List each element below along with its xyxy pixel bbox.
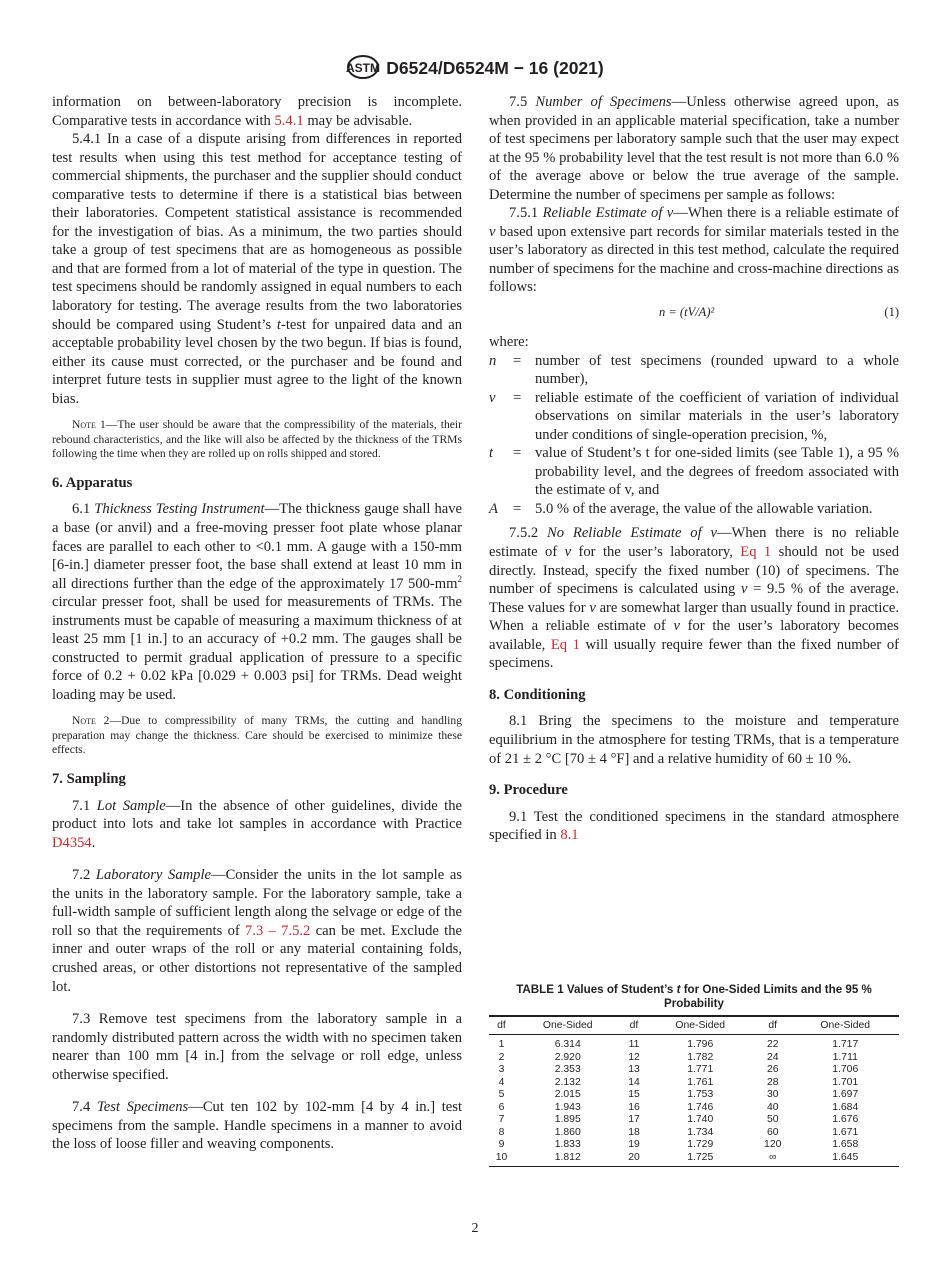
table-row <box>489 1035 899 1052</box>
note <box>52 418 462 461</box>
definition-symbol: n <box>489 352 497 369</box>
section-heading <box>52 770 462 789</box>
text-run: 5.4.1 In a case of a dispute arising from differences in reported test results when using this test method for acceptance testing of commercial shipments, the purchaser and the supplier should conduct comparative tests to determine if there is a statistical bias between their laboratories. Competent statistical assistance is recommended for the investigation of bias. As a minimum, the two parties should take a group of test specimens that are as homogeneous as possible and that are formed from a lot of material of the type in question. The test specimens should be randomly assigned in equal numbers to each laboratory for testing. The average results from the two laboratories should be compared using Student’s <box>52 131 462 333</box>
table-cell: 2 <box>498 1051 505 1063</box>
text-run: —The user should be aware that the compressibility of the materials, their rebound characteristics, and the like will also be affected by the thickness of the TRMs following the time when they are rolled up on rolls shipped and stored. <box>52 418 462 460</box>
caption-text: TABLE 1 Values of Student’s <box>516 983 677 996</box>
text-run: 9.1 Test the conditioned specimens in the standard atmosphere specified in <box>489 808 899 844</box>
table-caption <box>489 983 899 1011</box>
definition-text: 5.0 % of the average, the value of the allowable variation. <box>535 500 873 517</box>
table-row <box>489 1114 899 1127</box>
text-run: = 9.5 % of the average. These values for <box>489 581 899 616</box>
text-run: information on between-laboratory precision is incomplete. Comparative tests in accordance with <box>52 94 462 129</box>
definition-text: reliable estimate of the coefficient of variation of individual observations on similar materials in the user’s laboratory under conditions of single-operation precision, %, <box>535 389 899 443</box>
column-header: df <box>768 1020 778 1031</box>
paragraph <box>52 500 462 704</box>
italic-text: No Reliable Estimate of v <box>547 525 717 542</box>
text-run: 6.1 <box>72 501 95 518</box>
cross-reference-link[interactable]: D4354 <box>52 834 92 851</box>
section-heading <box>489 686 899 705</box>
text-run: 7.1 <box>72 797 97 814</box>
table-cell: ∞ <box>769 1151 777 1163</box>
table-header-row <box>489 1016 899 1035</box>
svg-text:ASTM: ASTM <box>346 61 381 75</box>
text-run: 6. Apparatus <box>52 474 133 491</box>
page-number: 2 <box>471 1221 479 1236</box>
text-run: —Due to compressibility of many TRMs, the cutting and handling preparation may change the thickness. Care should be exercised to minimize these effects. <box>52 714 462 756</box>
text-run: 7.3 Remove test specimens from the laboratory sample in a randomly distributed pattern across the width with no specimen taken nearer than 100 mm [4 in.] from the selvage or roll edge, unless otherwise specified. <box>52 1011 462 1083</box>
text-run: can be met. Exclude the inner and outer wraps of the roll or any material containing folds, crushed areas, or other distortions not representative of the sampled lot. <box>52 922 462 995</box>
definition-text: number of test specimens (rounded upward to a whole number), <box>535 352 899 388</box>
paragraph <box>489 93 899 204</box>
cross-reference-link[interactable]: Eq 1 <box>550 636 580 653</box>
astm-logo-icon <box>346 54 380 80</box>
table-cell: 1.860 <box>554 1126 581 1138</box>
table-cell: 19 <box>628 1139 640 1150</box>
table-cell: 1.725 <box>687 1151 714 1163</box>
text-run: 7.5.1 <box>509 205 543 222</box>
text-run: 7.2 <box>72 867 96 884</box>
text-run: 7.5 <box>509 94 536 110</box>
paragraph <box>489 712 899 768</box>
left-column <box>52 93 462 1154</box>
cross-reference-link[interactable]: 7.3 – 7.5.2 <box>245 922 311 939</box>
table-cell: 9 <box>498 1139 505 1150</box>
definition-symbol: v <box>489 389 496 406</box>
table-row <box>489 1102 899 1115</box>
table-cell: 1.729 <box>687 1139 714 1150</box>
cross-reference-link[interactable]: Eq 1 <box>740 544 772 561</box>
text-run: —When there is a reliable estimate of <box>673 205 899 222</box>
table-cell: 6.314 <box>554 1039 581 1050</box>
paragraph <box>52 1098 462 1154</box>
table-1 <box>489 983 899 1167</box>
table-cell: 1.753 <box>687 1089 714 1100</box>
table-row <box>489 1152 899 1167</box>
table-cell: 1.746 <box>687 1101 714 1113</box>
definition-item <box>489 500 899 519</box>
table-cell: 1.943 <box>554 1101 581 1113</box>
table-cell: 2.132 <box>554 1076 581 1088</box>
table-cell: 40 <box>766 1101 779 1113</box>
table-cell: 1.684 <box>832 1101 859 1113</box>
document-header <box>0 54 950 80</box>
table-row <box>489 1064 899 1077</box>
table-cell: 2.920 <box>554 1051 581 1063</box>
italic-text: v <box>740 581 748 598</box>
paragraph <box>52 797 462 853</box>
text-run: may be advisable. <box>303 112 413 129</box>
table-row <box>489 1127 899 1140</box>
italic-text: Thickness Testing Instrument <box>94 501 265 518</box>
document-designation: D6524/D6524M − 16 (2021) <box>386 58 604 78</box>
italic-text: Laboratory Sample <box>95 867 211 884</box>
paragraph <box>489 524 899 672</box>
table-cell: 3 <box>498 1064 505 1075</box>
table-cell: 17 <box>628 1114 640 1125</box>
table-row <box>489 1089 899 1102</box>
table-cell: 28 <box>766 1076 779 1088</box>
text-run: should not be used directly. Instead, specify the fixed number (10) of specimens. The number of specimens is calculated using <box>489 544 899 598</box>
table-cell: 14 <box>628 1076 640 1088</box>
table-cell: 8 <box>498 1126 505 1138</box>
equals-sign: = <box>513 445 522 462</box>
text-run: —Consider the units in the lot sample as the units in the laboratory sample. For the laboratory sample, take a full-width sample of sufficient length along the selvage or edge of the roll so that the requirements of <box>52 867 463 939</box>
note-label: Note 2 <box>72 714 110 728</box>
table-cell: 1.676 <box>832 1114 859 1125</box>
table-cell: 12 <box>628 1051 640 1063</box>
text-run: —Unless otherwise agreed upon, as when provided in an applicable material specification, take a number of test specimens per laboratory sample such that the user may expect at the 95 % probability level that the test result is not more than 6.0 % of the average above or below the true average of the sample. Determine the number of specimens per sample as follows: <box>489 94 900 203</box>
equals-sign: = <box>513 500 522 517</box>
table-cell: 1.697 <box>832 1089 859 1100</box>
column-header: One-Sided <box>675 1020 726 1031</box>
text-run: circular presser foot, shall be used for measurements of TRMs. The instruments must be capable of measuring a maximum thickness of at least 25 mm [1 in.] to an accuracy of +0.2 mm. The gauges shall be constructed to permit gradual application of pressure to a specific force of 0.2 + 0.02 kPa [0.029 + 0.003 psi] for TRMs. Dead weight loading may be used. <box>52 594 462 703</box>
text-run: are somewhat larger than usually found in practice. When a reliable estimate of <box>489 599 899 635</box>
table-cell: 1 <box>498 1039 505 1050</box>
table-cell: 22 <box>766 1039 779 1050</box>
text-run: 8. Conditioning <box>489 686 586 703</box>
text-run: based upon extensive part records for similar materials tested in the user’s laboratory as directed in this test method, calculate the required number of specimens for the machine and cross-machine directions as follows: <box>489 223 899 296</box>
italic-text: v <box>489 223 496 240</box>
text-run: 7.4 <box>72 1099 97 1116</box>
definition-text: value of Student’s t for one-sided limits (see Table 1), a 95 % probability level, and the degrees of freedom associated with the estimate of v, and <box>535 445 899 499</box>
table-cell: 1.645 <box>832 1151 859 1163</box>
column-header: df <box>497 1020 506 1031</box>
table-cell: 7 <box>498 1114 505 1125</box>
table-cell: 1.796 <box>687 1039 714 1050</box>
table-row <box>489 1077 899 1090</box>
italic-text: Number of Specimens <box>535 94 672 110</box>
text-run: —Cut ten 102 by 102-mm [4 by 4 in.] test specimens from the sample. Handle specimens in a manner to avoid the loss of loose filler and weaving components. <box>52 1099 463 1153</box>
table-cell: 1.771 <box>687 1064 714 1075</box>
italic-text: Reliable Estimate of v <box>542 205 674 222</box>
note <box>52 714 462 757</box>
paragraph <box>489 204 899 297</box>
table-cell: 1.761 <box>687 1076 714 1088</box>
caption-text: for One-Sided Limits and the 95 % Probability <box>664 983 872 1010</box>
text-run: 9. Procedure <box>489 782 568 799</box>
table-cell: 6 <box>498 1101 505 1113</box>
right-column <box>489 93 899 845</box>
table-cell: 18 <box>628 1126 640 1138</box>
table-cell: 4 <box>498 1076 505 1088</box>
table-cell: 15 <box>628 1089 640 1100</box>
table-cell: 1.734 <box>687 1126 714 1138</box>
table-cell: 1.895 <box>554 1114 581 1125</box>
table-cell: 1.671 <box>832 1126 859 1138</box>
equation-expression: n = (tV/A)² <box>659 305 715 320</box>
italic-text: Lot Sample <box>96 797 166 814</box>
note-label: Note 1 <box>72 418 106 432</box>
equals-sign: = <box>513 389 522 406</box>
text-run: —The thickness gauge shall have a base (or anvil) and a free-moving presser foot plate whose planar faces are parallel to each other to <0.1 mm. A gauge with a 150-mm [6-in.] diameter presser foot, the base shall extend at least 10 mm in all directions further than the edge of the approximately 17 500-mm <box>52 501 462 592</box>
cross-reference-link[interactable]: 5.4.1 <box>274 112 304 129</box>
table-cell: 1.701 <box>832 1076 859 1088</box>
table-cell: 1.658 <box>832 1139 859 1150</box>
column-header: One-Sided <box>820 1020 871 1031</box>
cross-reference-link[interactable]: 8.1 <box>560 827 579 844</box>
table-cell: 2.353 <box>554 1064 581 1075</box>
text-run: —In the absence of other guidelines, divide the product into lots and take lot samples in accordance with Practice <box>52 797 463 833</box>
table-cell: 120 <box>764 1139 782 1150</box>
table-cell: 26 <box>766 1064 779 1075</box>
paragraph <box>489 333 899 352</box>
table-row <box>489 1139 899 1152</box>
italic-text: v <box>589 599 596 616</box>
table-row <box>489 1052 899 1065</box>
paragraph <box>52 1010 462 1084</box>
table-cell: 1.706 <box>832 1064 859 1075</box>
table-cell: 2.015 <box>554 1089 581 1100</box>
table-cell: 30 <box>766 1089 779 1100</box>
variable-definitions <box>489 352 899 519</box>
table-cell: 11 <box>628 1039 640 1050</box>
paragraph <box>52 130 462 408</box>
table-cell: 10 <box>495 1151 508 1163</box>
equation-number: (1) <box>884 305 899 320</box>
table-cell: 13 <box>628 1064 640 1075</box>
definition-symbol: A <box>489 500 498 517</box>
equals-sign: = <box>513 352 522 369</box>
table-cell: 1.717 <box>832 1039 859 1050</box>
text-run: for the user’s laboratory becomes available, <box>489 618 899 653</box>
italic-text: Test Specimens <box>96 1099 189 1116</box>
table-cell: 1.812 <box>554 1151 581 1163</box>
table-cell: 24 <box>766 1051 779 1063</box>
text-run: will usually require fewer than the fixed number of specimens. <box>489 636 899 672</box>
text-run: . <box>91 834 96 851</box>
column-header: df <box>629 1020 639 1031</box>
paragraph <box>52 866 462 996</box>
definition-symbol: t <box>489 445 494 462</box>
caption-italic-t: t <box>676 983 681 996</box>
table-cell: 1.833 <box>554 1139 581 1150</box>
definition-item <box>489 444 899 500</box>
table-cell: 16 <box>628 1101 640 1113</box>
table-cell: 20 <box>628 1151 640 1163</box>
paragraph <box>489 808 899 845</box>
equation-1 <box>489 299 899 325</box>
definition-item <box>489 389 899 445</box>
section-heading <box>489 781 899 800</box>
table-cell: 1.782 <box>687 1051 714 1063</box>
superscript: 2 <box>457 573 462 584</box>
text-run: -test for unpaired data and an acceptable probability level chosen by the two begun. If bias is found, either its cause must corrected, or the purchaser and be found and interpret future tests in supplier must agree to the light of the known bias. <box>52 316 462 407</box>
column-header: One-Sided <box>542 1020 593 1031</box>
table-cell: 5 <box>498 1089 505 1100</box>
text-run: —When there is no reliable estimate of <box>489 525 899 561</box>
table-cell: 50 <box>766 1114 779 1125</box>
paragraph <box>52 93 462 130</box>
text-run: 8.1 Bring the specimens to the moisture and temperature equilibrium in the atmosphere for testing TRMs, that is a temperature of 21 ± 2 °C [70 ± 4 °F] and a relative humidity of 60 ± 10 %. <box>489 713 899 767</box>
table-cell: 1.711 <box>832 1051 858 1063</box>
definition-item <box>489 352 899 389</box>
table-cell: 60 <box>766 1126 779 1138</box>
italic-text: v <box>564 544 572 561</box>
section-heading <box>52 474 462 493</box>
italic-text: t <box>276 316 281 333</box>
t-values-table <box>489 1015 899 1167</box>
table-cell: 1.740 <box>687 1114 714 1125</box>
text-run: 7.5.2 <box>509 525 548 542</box>
text-run: where: <box>489 334 529 351</box>
text-run: 7. Sampling <box>52 771 126 788</box>
text-run: for the user’s laboratory, <box>571 544 741 561</box>
italic-text: v <box>673 618 680 635</box>
